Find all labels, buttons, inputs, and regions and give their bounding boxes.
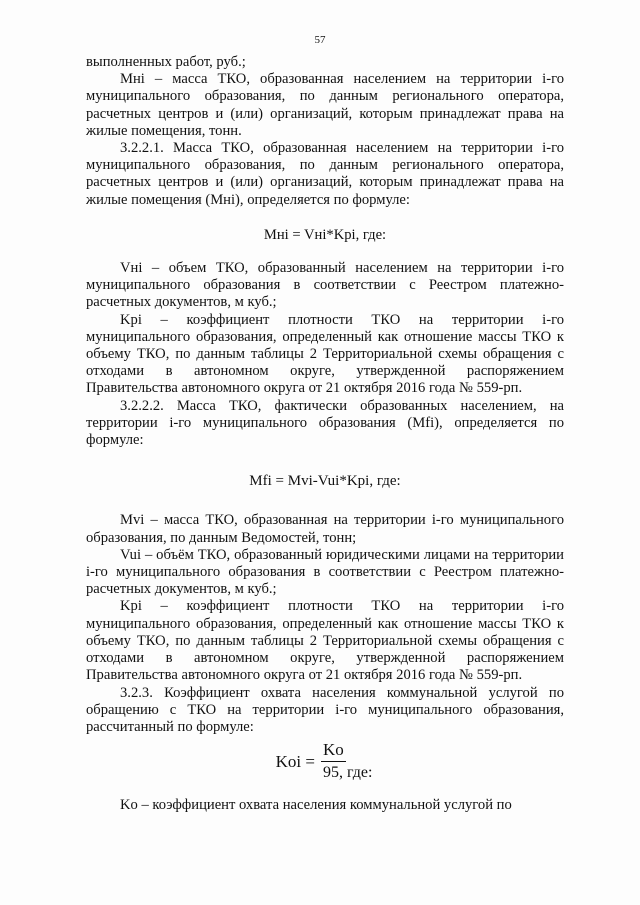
paragraph-kpi-definition-2: Kpi – коэффициент плотности ТКО на территории i-го муниципального образования, определенный как отношение массы ТКО к объему ТКО, по данным таблицы 2 Территориальной схемы обращения с отходами в автономном округе, утвержденной распоряжением Правительства автономного округа от 21 октября 2016 года № 559-рп.: [86, 598, 564, 684]
formula-koi-denominator: 95, где:: [322, 764, 373, 782]
paragraph-vui-definition: Vui – объём ТКО, образованный юридическими лицами на территории i-го муниципального образования в соответствии с Реестром платежно-расчетных документов, м куб.;: [86, 546, 564, 598]
paragraph-ko-definition: Ko – коэффициент охвата населения коммунальной услугой по: [120, 797, 512, 814]
formula-koi-numerator: Ko: [321, 740, 346, 762]
formula-koi-lhs: Koi =: [275, 752, 315, 771]
paragraph-3-2-2-1: 3.2.2.1. Масса ТКО, образованная населением на территории i-го муниципального образования, по данным регионального оператора, расчетных центров и (или) организаций, которым принадлежат права на жилые помещения (Mнi), определяется по формуле:: [86, 140, 564, 208]
formula-mni: Mнi = Vнi*Kpi, где:: [263, 226, 387, 243]
paragraph-mni-definition: Mнi – масса ТКО, образованная населением на территории i-го муниципального образования, по данным регионального оператора, расчетных центров и (или) организаций, которым принадлежат права на жилые помещения, тонн.: [86, 71, 564, 139]
paragraph-continuation: выполненных работ, руб.;: [86, 54, 246, 70]
paragraph-kpi-definition: Kpi – коэффициент плотности ТКО на территории i-го муниципального образования, определенный как отношение массы ТКО к объему ТКО, по данным таблицы 2 Территориальной схемы обращения с отходами в автономном округе, утвержденной распоряжением Правительства автономного округа от 21 октября 2016 года № 559-рп.: [86, 311, 564, 397]
paragraph-3-2-3: 3.2.3. Коэффициент охвата населения коммунальной услугой по обращению с ТКО на территории i-го муниципального образования, рассчитанный по формуле:: [86, 684, 564, 735]
formula-koi-fraction: [321, 740, 374, 783]
formula-koi: [86, 740, 564, 783]
paragraph-3-2-2-2: 3.2.2.2. Масса ТКО, фактически образованных населением, на территории i-го муниципального образования (Mfi), определяется по формуле:: [86, 397, 564, 449]
page-number: 57: [314, 34, 326, 46]
paragraph-mvi-definition: Mvi – масса ТКО, образованная на территории i-го муниципального образования, по данным Ведомостей, тонн;: [86, 512, 564, 546]
paragraph-vni-definition: Vнi – объем ТКО, образованный населением на территории i-го муниципального образования в соответствии с Реестром платежно-расчетных документов, м куб.;: [86, 260, 564, 311]
formula-mfi: Mfi = Mvi-Vui*Kpi, где:: [249, 473, 401, 490]
document-body: [86, 54, 564, 814]
